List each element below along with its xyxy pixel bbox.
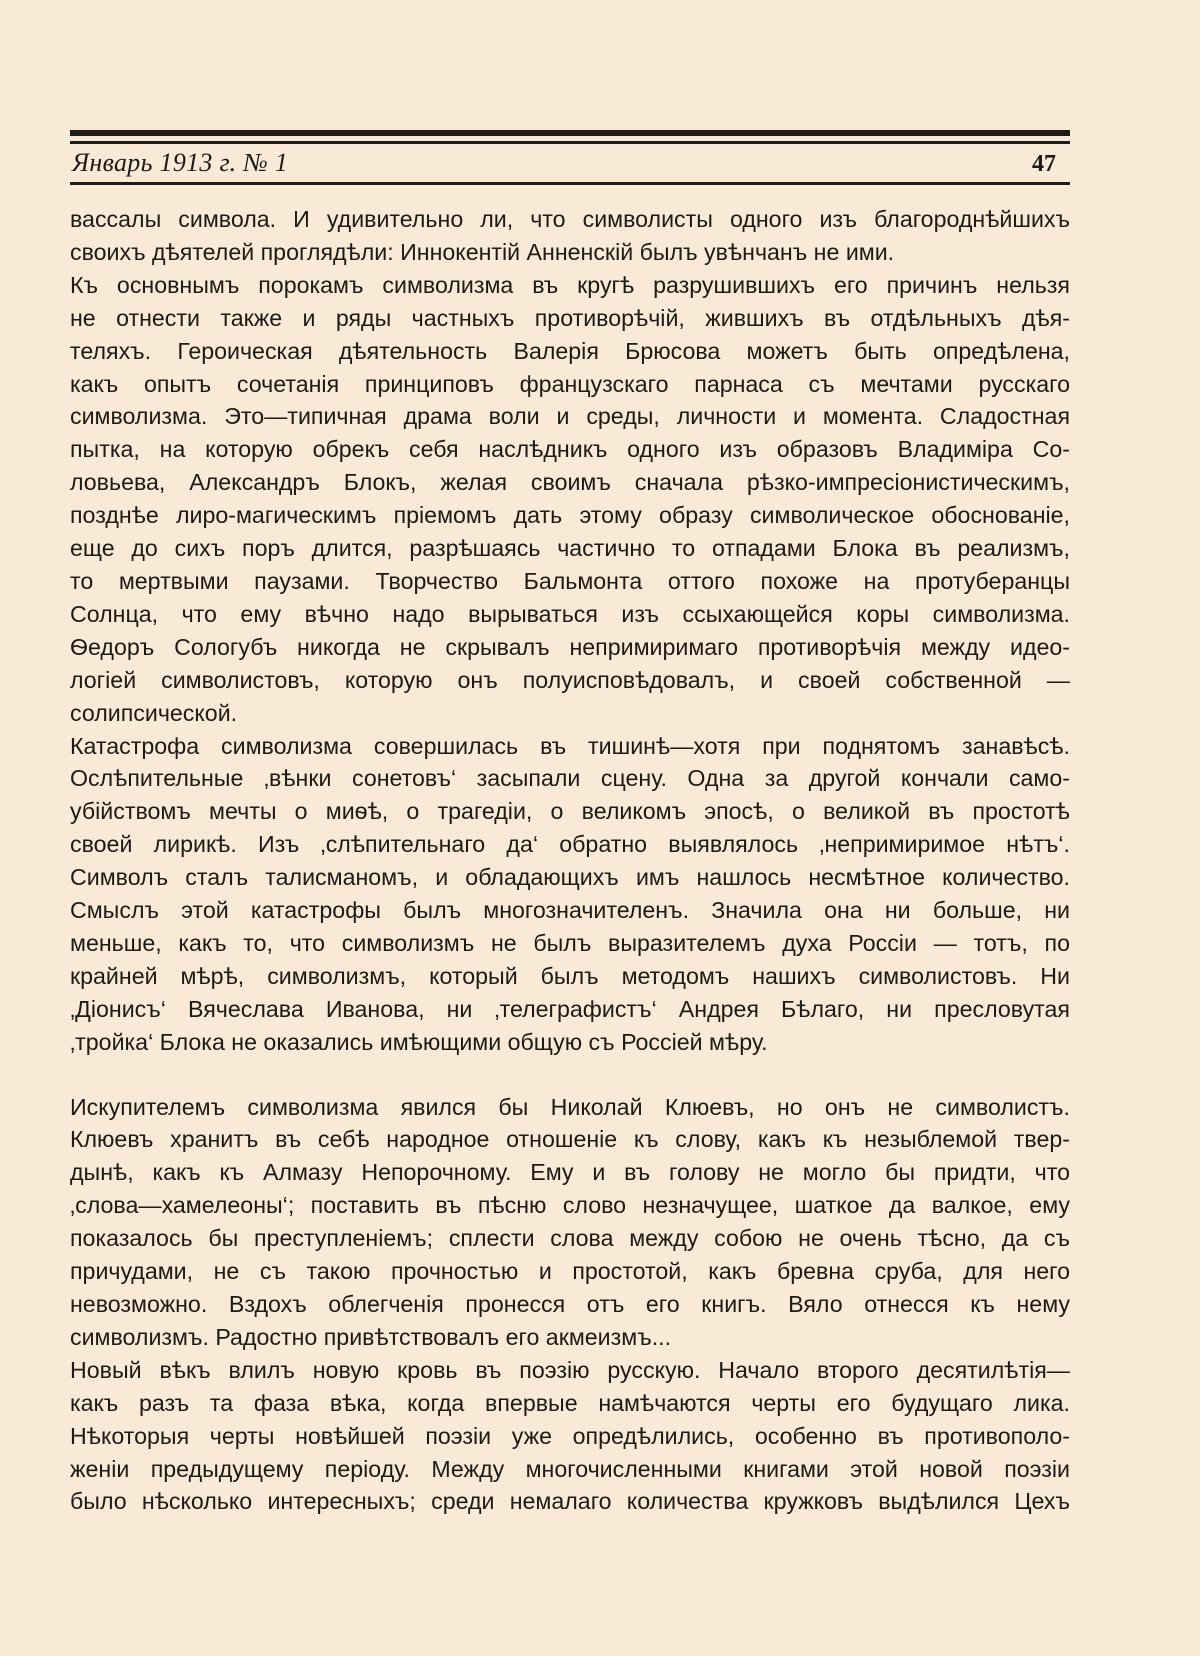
text-line: крайней мѣрѣ, символизмъ, который былъ методомъ нашихъ символистовъ. Ни — [70, 962, 1070, 989]
text-line: символизма. Это—типичная драма воли и среды, личности и момента. Сладостная — [70, 403, 1070, 430]
text-line: Клюевъ хранитъ въ себѣ народное отношеніе къ слову, какъ къ незыблемой твер- — [70, 1126, 1070, 1153]
text-line: символизмъ. Радостно привѣтствовалъ его акмеизмъ... — [70, 1323, 672, 1350]
text-line: Нѣкоторыя черты новѣйшей поэзіи уже опредѣлились, особенно въ противополо- — [70, 1422, 1070, 1449]
text-line: Солнца, что ему вѣчно надо вырываться изъ ссыхающейся коры символизма. — [70, 600, 1070, 627]
text-line: ‚тройка‘ Блока не оказались имѣющими общую съ Россіей мѣру. — [70, 1028, 768, 1055]
header-rule-bottom — [70, 182, 1070, 185]
text-line: меньше, какъ то, что символизмъ не былъ выразителемъ духа Россіи — тотъ, по — [70, 929, 1070, 956]
text-line: вассалы символа. И удивительно ли, что символисты одного изъ благороднѣйшихъ — [70, 206, 1070, 232]
text-line: невозможно. Вздохъ облегченія пронесся отъ его книгъ. Вяло отнесся къ нему — [70, 1291, 1070, 1317]
text-line: было нѣсколько интересныхъ; среди немалаго количества кружковъ выдѣлился Цехъ — [70, 1488, 1070, 1515]
text-line: еще до сихъ поръ длится, разрѣшаясь частично то отпадами Блока въ реализмъ, — [70, 535, 1070, 562]
text-line: своей лирикѣ. Изъ ‚слѣпительнаго да‘ обратно выявлялось ‚непримиримое нѣтъ‘. — [70, 831, 1070, 858]
header-rule-thick — [70, 130, 1070, 136]
paragraph — [70, 269, 1070, 730]
text-line: Катастрофа символизма совершилась въ тишинѣ—хотя при поднятомъ занавѣсѣ. — [70, 732, 1070, 759]
text-line: своихъ дѣятелей проглядѣли: Иннокентій Анненскій былъ увѣнчанъ не ими. — [70, 238, 895, 265]
paragraph — [70, 1091, 1070, 1354]
text-line: то мертвыми паузами. Творчество Бальмонта оттого похоже на протуберанцы — [70, 567, 1070, 594]
section-break — [70, 1059, 1070, 1091]
text-line: солипсической. — [70, 699, 238, 726]
text-line: Ѳедоръ Сологубъ никогда не скрывалъ непримиримаго противорѣчія между идео- — [70, 633, 1070, 660]
text-line: какъ опытъ сочетанія принциповъ французскаго парнаса съ мечтами русскаго — [70, 370, 1070, 397]
text-line: теляхъ. Героическая дѣятельность Валерія Брюсова можетъ быть опредѣлена, — [70, 337, 1070, 364]
text-line: позднѣе лиро-магическимъ пріемомъ дать этому образу символическое обоснованіе, — [70, 502, 1070, 529]
text-line: Къ основнымъ порокамъ символизма въ кругѣ разрушившихъ его причинъ нельзя — [70, 271, 1070, 298]
text-line: ловьева, Александръ Блокъ, желая своимъ сначала рѣзко-импресіонистическимъ, — [70, 469, 1070, 496]
running-head — [70, 144, 1070, 182]
paragraph — [70, 1354, 1070, 1519]
page-number: 47 — [1032, 151, 1056, 177]
text-line: Новый вѣкъ влилъ новую кровь въ поэзію русскую. Начало второго десятилѣтія— — [70, 1356, 1070, 1383]
text-line: ‚Діонисъ‘ Вячеслава Иванова, ни ‚телеграфистъ‘ Андрея Бѣлаго, ни пресловутая — [70, 995, 1070, 1022]
paragraph — [70, 203, 1070, 269]
text-line: убійствомъ мечты о миѳѣ, о трагедіи, о великомъ эпосѣ, о великой въ простотѣ — [70, 798, 1070, 825]
text-line: Ослѣпительные ‚вѣнки сонетовъ‘ засыпали сцену. Одна за другой кончали само- — [70, 765, 1070, 792]
paragraph — [70, 730, 1070, 1059]
issue-label: Январь 1913 г. № 1 — [72, 148, 289, 177]
journal-page — [70, 130, 1070, 1518]
text-line: женіи предыдущему періоду. Между многочисленными книгами этой новой поэзіи — [70, 1455, 1070, 1482]
text-line: какъ разъ та фаза вѣка, когда впервые намѣчаются черты его будущаго лика. — [70, 1389, 1070, 1416]
text-line: ‚слова—хамелеоны‘; поставить въ пѣсню слово незначущее, шаткое да валкое, ему — [70, 1192, 1070, 1219]
text-line: Смыслъ этой катастрофы былъ многозначителенъ. Значила она ни больше, ни — [70, 897, 1070, 924]
text-line: причудами, не съ такою прочностью и простотой, какъ бревна сруба, для него — [70, 1258, 1070, 1285]
text-line: не отнести также и ряды частныхъ противорѣчій, жившихъ въ отдѣльныхъ дѣя- — [70, 304, 1070, 331]
text-line: дынѣ, какъ къ Алмазу Непорочному. Ему и въ голову не могло бы придти, что — [70, 1159, 1070, 1186]
text-line: пытка, на которую обрекъ себя наслѣдникъ одного изъ образовъ Владиміра Со- — [70, 436, 1070, 463]
text-line: логіей символистовъ, которую онъ полуисповѣдовалъ, и своей собственной — — [70, 666, 1070, 693]
text-line: показалось бы преступленіемъ; сплести слова между собою не очень тѣсно, да съ — [70, 1225, 1070, 1252]
text-line: Символъ сталъ талисманомъ, и обладающихъ имъ нашлось несмѣтное количество. — [70, 864, 1070, 891]
text-line: Искупителемъ символизма явился бы Николай Клюевъ, но онъ не символистъ. — [70, 1093, 1070, 1120]
article-body — [70, 203, 1070, 1518]
